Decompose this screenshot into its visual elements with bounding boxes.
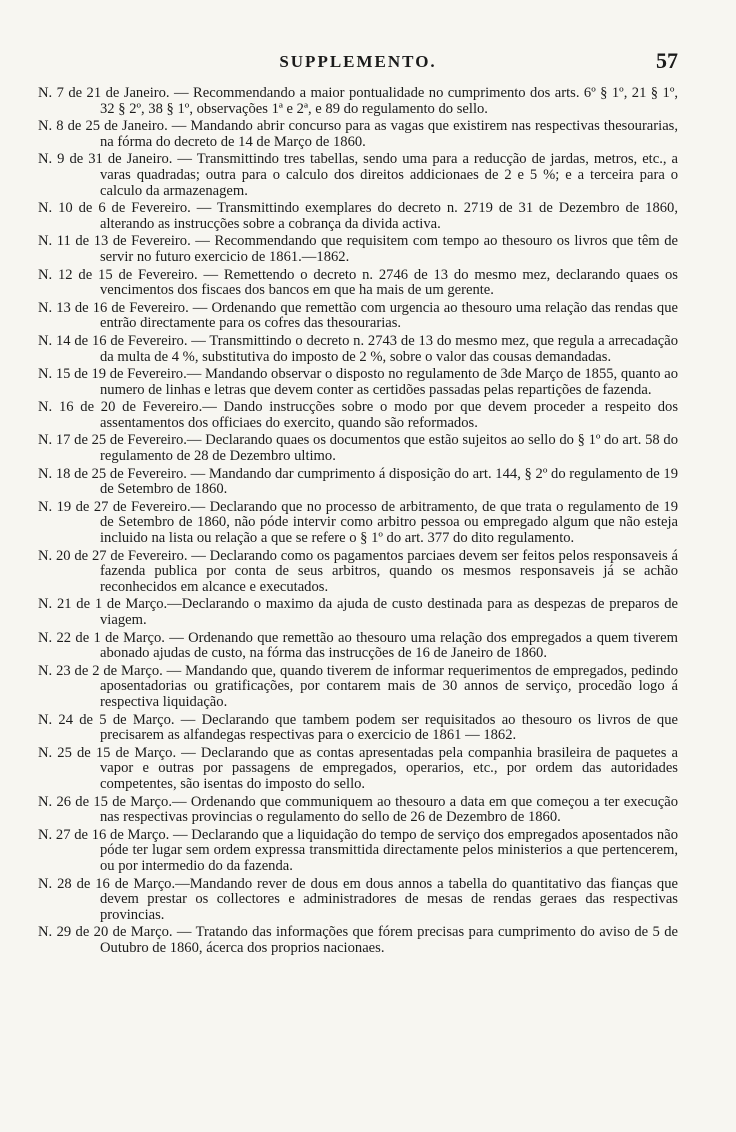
- list-item: N. 29 de 20 de Março. — Tratando das informações que fórem precisas para cumprimento do aviso de 5 de Outubro de 1860, ácerca dos proprios nacionaes.: [38, 924, 678, 956]
- list-item: N. 26 de 15 de Março.— Ordenando que communiquem ao thesouro a data em que começou a ter execução nas respectivas provincias o regulamento do sello de 26 de Dezembro de 1860.: [38, 793, 678, 826]
- list-item: N. 14 de 16 de Fevereiro. — Transmittindo o decreto n. 2743 de 13 do mesmo mez, que regula a arrecadação da multa de 4 %, substitutiva do imposto de 2 %, sobre o valor das cousas demandadas.: [38, 332, 678, 365]
- list-item: N. 9 de 31 de Janeiro. — Transmittindo tres tabellas, sendo uma para a reducção de jardas, metros, etc., a varas quadradas; outra para o calculo dos direitos addicionaes de 2 e 5 %; e a terceira para o calculo da armazenagem.: [38, 151, 678, 199]
- page-number: 57: [656, 48, 678, 73]
- list-item: N. 13 de 16 de Fevereiro. — Ordenando que remettão com urgencia ao thesouro uma relação das rendas que entrão directamente para os cofres das thesourarias.: [38, 299, 678, 332]
- list-item: N. 11 de 13 de Fevereiro. — Recommendando que requisitem com tempo ao thesouro os livros que têm de servir no futuro exercicio de 1861.—1862.: [38, 233, 678, 265]
- list-item: N. 12 de 15 de Fevereiro. — Remettendo o decreto n. 2746 de 13 do mesmo mez, declarando quaes os vencimentos dos fiscaes dos bancos em que ha mais de um gerente.: [38, 266, 678, 299]
- list-item: N. 23 de 2 de Março. — Mandando que, quando tiverem de informar requerimentos de empregados, pedindo aposentadorias ou gratificações, por contarem mais de 30 annos de serviço, procedão logo á respectiva liquidação.: [38, 662, 678, 710]
- list-item: N. 8 de 25 de Janeiro. — Mandando abrir concurso para as vagas que existirem nas respectivas thesourarias, na fórma do decreto de 14 de Março de 1860.: [38, 118, 678, 150]
- list-item: N. 22 de 1 de Março. — Ordenando que remettão ao thesouro uma relação dos empregados a quem tiverem abonado ajudas de custo, na fórma das instrucções de 16 de Janeiro de 1860.: [38, 629, 678, 662]
- list-item: N. 24 de 5 de Março. — Declarando que tambem podem ser requisitados ao thesouro os livros de que precisarem as alfandegas respectivas para o exercicio de 1861 — 1862.: [38, 711, 678, 744]
- entry-list: [38, 86, 678, 956]
- list-item: N. 15 de 19 de Fevereiro.— Mandando observar o disposto no regulamento de 3de Março de 1855, quanto ao numero de linhas e letras que devem conter as certidões passadas pelas repartições de fazenda.: [38, 366, 678, 398]
- list-item: N. 20 de 27 de Fevereiro. — Declarando como os pagamentos parciaes devem ser feitos pelos responsaveis á fazenda publica por conta de seus arbitros, quando os mesmos responsaveis já se achão reconhecidos em alcance e executados.: [38, 547, 678, 595]
- running-title: SUPPLEMENTO.: [279, 52, 437, 71]
- list-item: N. 25 de 15 de Março. — Declarando que as contas apresentadas pela companhia brasileira de paquetes a vapor e outras por passagens de empregados, operarios, etc., por ordem das autoridades competentes, são isentas do imposto do sello.: [38, 744, 678, 792]
- list-item: N. 21 de 1 de Março.—Declarando o maximo da ajuda de custo destinada para as despezas de preparos de viagem.: [38, 596, 678, 628]
- page-header: [38, 50, 678, 76]
- list-item: N. 19 de 27 de Fevereiro.— Declarando que no processo de arbitramento, de que trata o regulamento de 19 de Setembro de 1860, não póde intervir como arbitro pessoa ou empregado algum que não esteja incluido na lista ou relação a que se refere o § 1º do art. 377 do dito regulamento.: [38, 498, 678, 547]
- list-item: N. 16 de 20 de Fevereiro.— Dando instrucções sobre o modo por que devem proceder a respeito dos assentamentos dos officiaes do exercito, quando são reformados.: [38, 399, 678, 431]
- list-item: N. 28 de 16 de Março.—Mandando rever de dous em dous annos a tabella do quantitativo das fianças que devem prestar os collectores e administradores de mesas de rendas geraes das respectivas provincias.: [38, 875, 678, 923]
- list-item: N. 17 de 25 de Fevereiro.— Declarando quaes os documentos que estão sujeitos ao sello do § 1º do art. 58 do regulamento de 28 de Dezembro ultimo.: [38, 432, 678, 465]
- list-item: N. 7 de 21 de Janeiro. — Recommendando a maior pontualidade no cumprimento dos arts. 6º § 1º, 21 § 1º, 32 § 2º, 38 § 1º, observações 1ª e 2ª, e 89 do regulamento do sello.: [38, 85, 678, 117]
- list-item: N. 18 de 25 de Fevereiro. — Mandando dar cumprimento á disposição do art. 144, § 2º do regulamento de 19 de Setembro de 1860.: [38, 465, 678, 498]
- list-item: N. 10 de 6 de Fevereiro. — Transmittindo exemplares do decreto n. 2719 de 31 de Dezembro de 1860, alterando as instrucções sobre a cobrança da divida activa.: [38, 200, 678, 232]
- list-item: N. 27 de 16 de Março. — Declarando que a liquidação do tempo de serviço dos empregados aposentados não póde ter lugar sem ordem expressa transmittida directamente pelos ministerios a que pertencerem, ou por intermedio do da fazenda.: [38, 826, 678, 874]
